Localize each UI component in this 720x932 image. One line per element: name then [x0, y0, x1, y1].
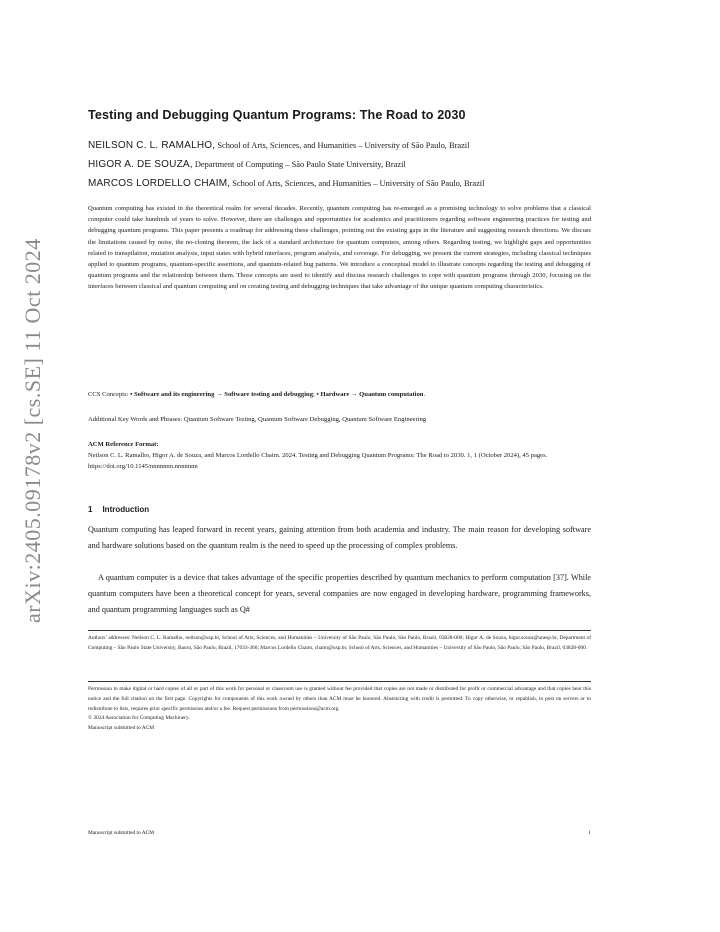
author-name: MARCOS LORDELLO CHAIM, [88, 178, 231, 189]
ccs-label: CCS Concepts: [88, 391, 131, 398]
reference-format [88, 439, 591, 472]
author-name: HIGOR A. DE SOUZA, [88, 159, 193, 170]
keywords: Additional Key Words and Phrases: Quantum Software Testing, Quantum Software Debugging, Quantum Software Engineering [88, 416, 427, 423]
reference-format-heading: ACM Reference Format: [88, 441, 159, 448]
section-number: 1 [88, 505, 93, 514]
ccs-end: . [423, 391, 426, 398]
reference-format-text: Neilson C. L. Ramalho, Higor A. de Souza, and Marcos Lordello Chaim. 2024. Testing and Debugging Quantum Programs: The Road to 2030. 1, 1 (October 2024), 45 pages. https://doi.org/10.1145/nnnnnnn.nnnnnnn [88, 452, 548, 470]
footnote-divider [88, 630, 591, 631]
paper-title: Testing and Debugging Quantum Programs: The Road to 2030 [88, 108, 466, 122]
permission-text: Permission to make digital or hard copies of all or part of this work for personal or classroom use is granted without fee provided that copies are not made or distributed for profit or commercial advantage and that copies bear this notice and the full citation on the first page. Copyrights for components of this work owned by others than ACM must be honored. Abstracting with credit is permitted. To copy otherwise, or republish, to post on servers or to redistribute to lists, requires prior specific permission and/or a fee. Request permissions from permissions@acm.org. [88, 686, 591, 712]
arxiv-identifier: arXiv:2405.09178v2 [cs.SE] 11 Oct 2024 [20, 238, 45, 623]
permission-notice [88, 685, 591, 734]
ccs-concepts [88, 389, 591, 400]
abstract: Quantum computing has existed in the theoretical realm for several decades. Recently, quantum computing has re-emerged as a promising technology to solve problems that a classical computer could take hundreds of years to solve. However, there are challenges and opportunities for academics and practitioners regarding software engineering practices for testing and debugging quantum programs. This paper presents a roadmap for addressing these challenges, pointing out the existing gaps in the literature and suggesting research directions. We discuss the limitations caused by noise, the no-cloning theorem, the lack of a standard architecture for quantum computers, among others. Regarding testing, we highlight gaps and opportunities related to transpilation, mutation analysis, input states with hybrid interfaces, program analysis, and coverage. For debugging, we present the current strategies, including classical techniques applied to quantum programs, quantum-specific assertions, and quantum-related bug patterns. We introduce a conceptual model to illustrate concepts regarding the testing and debugging of quantum programs and the relationship between them. Those concepts are used to identify and discuss research challenges to cope with quantum programs through 2030, focusing on the interfaces between classical and quantum computing and on creating testing and debugging techniques that take advantage of the unique quantum computing characteristics. [88, 205, 591, 291]
author-line [88, 140, 591, 151]
author-name: NEILSON C. L. RAMALHO, [88, 140, 216, 151]
section-title: Introduction [102, 505, 150, 514]
ccs-concept-software: • Software and its engineering → Software testing and debugging [130, 391, 313, 398]
section-heading [88, 505, 149, 514]
intro-paragraph-2: A quantum computer is a device that takes advantage of the specific properties described by quantum mechanics to perform computation [37]. While quantum computers have been a theoretical concept for years, several companies are now engaged in developing hardware, programming frameworks, and quantum programming languages such as Q# [88, 573, 591, 614]
ccs-concept-hardware: • Hardware → Quantum computation [316, 391, 424, 398]
author-line [88, 159, 591, 170]
page-number: 1 [588, 830, 591, 836]
author-affiliation: Department of Computing – São Paulo State University, Brazil [192, 160, 406, 169]
author-affiliation: School of Arts, Sciences, and Humanities – University of São Paulo, Brazil [230, 179, 485, 188]
ccs-separator: ; [313, 391, 317, 398]
author-affiliation: School of Arts, Sciences, and Humanities – University of São Paulo, Brazil [215, 141, 470, 150]
authors-addresses: Authors’ addresses: Neilson C. L. Ramalho, neilson@usp.br, School of Arts, Sciences, and Humanities – University of São Paulo, São Paulo, São Paulo, Brazil, 03828-000; Higor A. de Souza, higor.souza@unesp.br, Department of Computing – São Paulo State University, Bauru, São Paulo, Brazil, 17033-360; Marcos Lordello Chaim, chaim@usp.br, School of Arts, Sciences, and Humanities – University of São Paulo, São Paulo, São Paulo, Brazil, 03828-000. [88, 635, 591, 651]
copyright-notice: © 2024 Association for Computing Machinery. [88, 715, 190, 722]
intro-paragraph-1: Quantum computing has leaped forward in recent years, gaining attention from both academia and industry. The main reason for developing software and hardware solutions based on the quantum realm is the need to speed up the processing of complex problems. [88, 525, 591, 550]
page-footer-left: Manuscript submitted to ACM [88, 830, 155, 836]
manuscript-note: Manuscript submitted to ACM [88, 725, 155, 732]
author-line [88, 178, 591, 189]
permission-divider [88, 681, 591, 682]
